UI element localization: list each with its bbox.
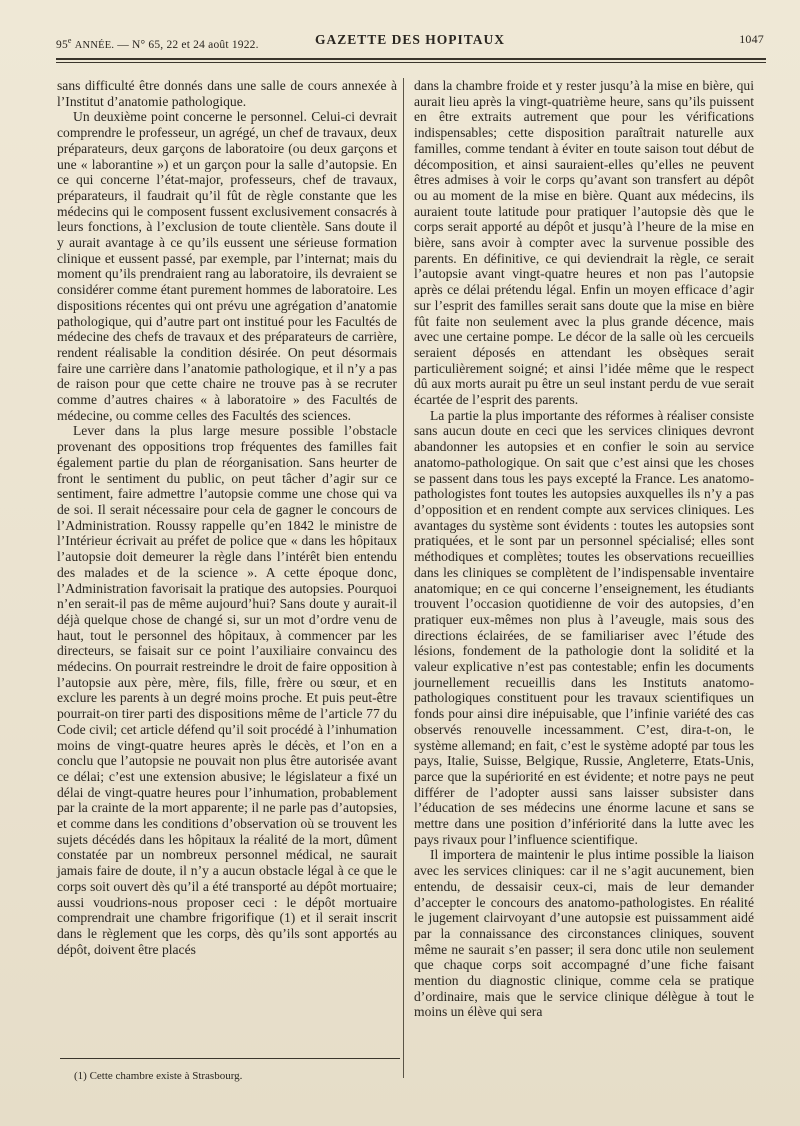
right-column	[414, 78, 754, 1020]
paragraph: Un deuxième point concerne le personnel. Celui-ci devrait comprendre le professeur, un agrégé, un chef de travaux, deux préparateurs, deux garçons de laboratoire (ou deux garçons et une « laborantine ») et un garçon pour la salle d’autopsie. En ce qui concerne l’état-major, professeurs, chef de travaux, préparateurs, il faudrait qu’il fût de règle constante que les médecins qui le composent fussent exclusivement consacrés à leurs fonctions, à l’exclusion de toute clientèle. Sans doute il y aurait avantage à ce qu’ils eussent une sérieuse formation clinique et eussent passé, par exemple, par l’internat; mais du moment qu’ils prendraient rang au laboratoire, ils devraient se considérer comme étant purement hommes de laboratoire. Les dispositions récentes qui ont prévu une agrégation d’anatomie pathologique, qui d’autre part ont institué pour les Facultés de médecine des chefs de travaux et des préparateurs de carrière, rendent réalisable la condition désirée. On peut désormais faire une carrière dans l’anatomie pathologique, et il n’y a pas de raison pour que cette chaire ne trouve pas à se recruter comme d’autres chaires « à laboratoire » des Facultés de médecine, ou comme celles des Facultés des sciences.	[57, 109, 397, 423]
journal-title: GAZETTE DES HOPITAUX	[314, 32, 506, 47]
issue-word: ANNÉE.	[74, 39, 115, 51]
footnote-rule	[60, 1058, 400, 1059]
header-rule	[56, 58, 766, 60]
page-header	[56, 30, 764, 52]
paragraph: Lever dans la plus large mesure possible l’obstacle provenant des oppositions trop fréquentes des familles fait également partie du plan de réorganisation. Sans heurter de front le sentiment du public, on peut tâcher d’agir sur ce sentiment, faire admettre l’autopsie comme une chose qui va de soi. Il serait nécessaire pour cela de gagner le concours de l’Administration. Roussy rappelle qu’en 1842 le ministre de l’Intérieur écrivait au préfet de police que « dans les hôpitaux l’autopsie doit demeurer la règle dans l’intérêt bien entendu des malades et de la science ». A cette époque donc, l’Administration favorisait la pratique des autopsies. Pourquoi n’en serait-il pas de même aujourd’hui? Sans doute y aurait-il déjà quelque chose de changé si, sur un mot d’ordre venu de haut, tout le personnel des hôpitaux, à commencer par les directeurs, se faisait sur ce point l’auxiliaire convaincu des médecins. On pourrait restreindre le droit de faire opposition à l’autopsie aux père, mère, fils, fille, frère ou sœur, et en exclure les parents à un degré moins proche. Et puis peut-être pourrait-on tirer parti des dispositions même de l’article 77 du Code civil; cet article défend qu’il soit procédé à l’inhumation moins de vingt-quatre heures après le décès, et l’on en a conclu que l’autopsie ne pouvait non plus être autorisée avant ce délai; c’est une extension abusive; le législateur a fixé un délai de vingt-quatre heures pour l’inhumation, probablement par la crainte de la mort apparente; il ne parle pas d’autopsies, et comme dans les conditions d’observation où se trouvent les sujets décédés dans les hôpitaux la réalité de la mort, dûment constatée par un nombreux personnel médical, ne saurait jamais faire de doute, il n’y a aucun obstacle légal à ce que le corps soit ouvert dès qu’il a été transporté au dépôt mortuaire; aussi voudrions-nous proposer ceci : le dépôt mortuaire comprendrait une chambre frigorifique (1) et il serait inscrit dans le règlement que les corps, dès qu’ils sont apportés au dépôt, doivent être placés	[57, 423, 397, 957]
paragraph: La partie la plus importante des réformes à réaliser consiste sans aucun doute en ceci que les services cliniques devront abandonner les autopsies et en confier le soin au service anatomo-pathologique. On sait que c’est ainsi que les choses se passent dans tous les pays excepté la France. Les anatomo-pathologistes font toutes les autopsies auxquelles ils n’y a pas d’opposition et en rendent compte aux services cliniques. Les avantages du système sont évidents : toutes les autopsies sont pratiquées, et le sont par un personnel spécialisé; elles sont méthodiques et complètes; toutes les observations recueillies dans les cliniques se complètent de l’indispensable inventaire anatomique; en ce qui concerne l’enseignement, les étudiants trouvent l’occasion quotidienne de voir des autopsies, d’en pratiquer eux-mêmes non plus à l’aveugle, mais sous des directions éclairées, de se familiariser avec l’étude des lésions, fondement de la pathologie dont la solidité et la valeur explicative n’est pas contestable; enfin les documents journellement recueillis dans les Instituts anatomo-pathologiques constituent pour les travaux scientifiques un fonds pour ainsi dire inépuisable, que l’infinie variété des cas observés renouvelle incessamment. C’est, dira-t-on, le système allemand; en fait, c’est le système adopté par tous les pays, Italie, Suisse, Belgique, Russie, Angleterre, Etats-Unis, parce que la supériorité en est évidente; et notre pays ne peut différer de l’adopter aussi sans laisser subsister dans l’éducation de ses médecins une énorme lacune et sans se mettre dans une position d’infériorité dans la lutte avec les pays rivaux pour l’influence scientifique.	[414, 407, 754, 847]
issue-number-date: — N° 65, 22 et 24 août 1922.	[117, 38, 259, 51]
page-number: 1047	[739, 32, 764, 46]
left-column	[57, 78, 397, 957]
paragraph: Il importera de maintenir le plus intime possible la liaison avec les services cliniques: car il ne s’agit aucunement, bien entendu, de dessaisir ceux-ci, mais de leur demander d’accepter le concours des anatomo-pathologistes. En réalité le jugement clairvoyant d’une autopsie est puissamment aidé par la connaissance des circonstances cliniques, souvent même ne saurait s’en passer; il sera donc utile non seulement que chaque corps soit accompagné d’une fiche faisant mention du diagnostic clinique, comme cela se pratique d’ordinaire, mais que le service clinique délègue à tout le moins un élève qui sera	[414, 847, 754, 1020]
issue-year-suffix: e	[67, 36, 72, 45]
issue-year: 95	[56, 38, 68, 51]
paragraph: sans difficulté être donnés dans une salle de cours annexée à l’Institut d’anatomie pathologique.	[57, 78, 397, 109]
paragraph: dans la chambre froide et y rester jusqu’à la mise en bière, qui aurait lieu après la vingt-quatrième heure, sans qu’ils puissent en être extraits autrement que pour les vérifications indispensables; cette disposition paraîtrait naturelle aux familles, comme tendant à éviter en toute saison tout début de décomposition, et ainsi sauraient-elles qu’elles ne peuvent êtres admises à voir le corps qu’avant son transfert au dépôt ou au moment de la mise en bière. Quant aux médecins, ils auraient toute latitude pour pratiquer l’autopsie dès que le corps serait apporté au dépôt et jusqu’à l’heure de la mise en bière, sans avoir à compter avec la survenue possible des parents. En définitive, ce qui deviendrait la règle, ce serait l’autopsie avant vingt-quatre heures et non pas l’autopsie après ce délai prétendu légal. Enfin un moyen efficace d’agir sur l’esprit des familles serait sans doute que la mise en bière fût faite non seulement avec la plus grande décence, mais avec une certaine pompe. Le décor de la salle où les cercueils seraient déposés en attendant les obsèques serait particulièrement soigné; et ainsi l’idée même que le respect dû aux morts aurait pu être un seul instant perdu de vue serait écartée de l’esprit des parents.	[414, 78, 754, 408]
column-divider	[403, 78, 404, 1078]
footnote: (1) Cette chambre existe à Strasbourg.	[74, 1070, 243, 1082]
header-rule-thin	[56, 62, 766, 63]
